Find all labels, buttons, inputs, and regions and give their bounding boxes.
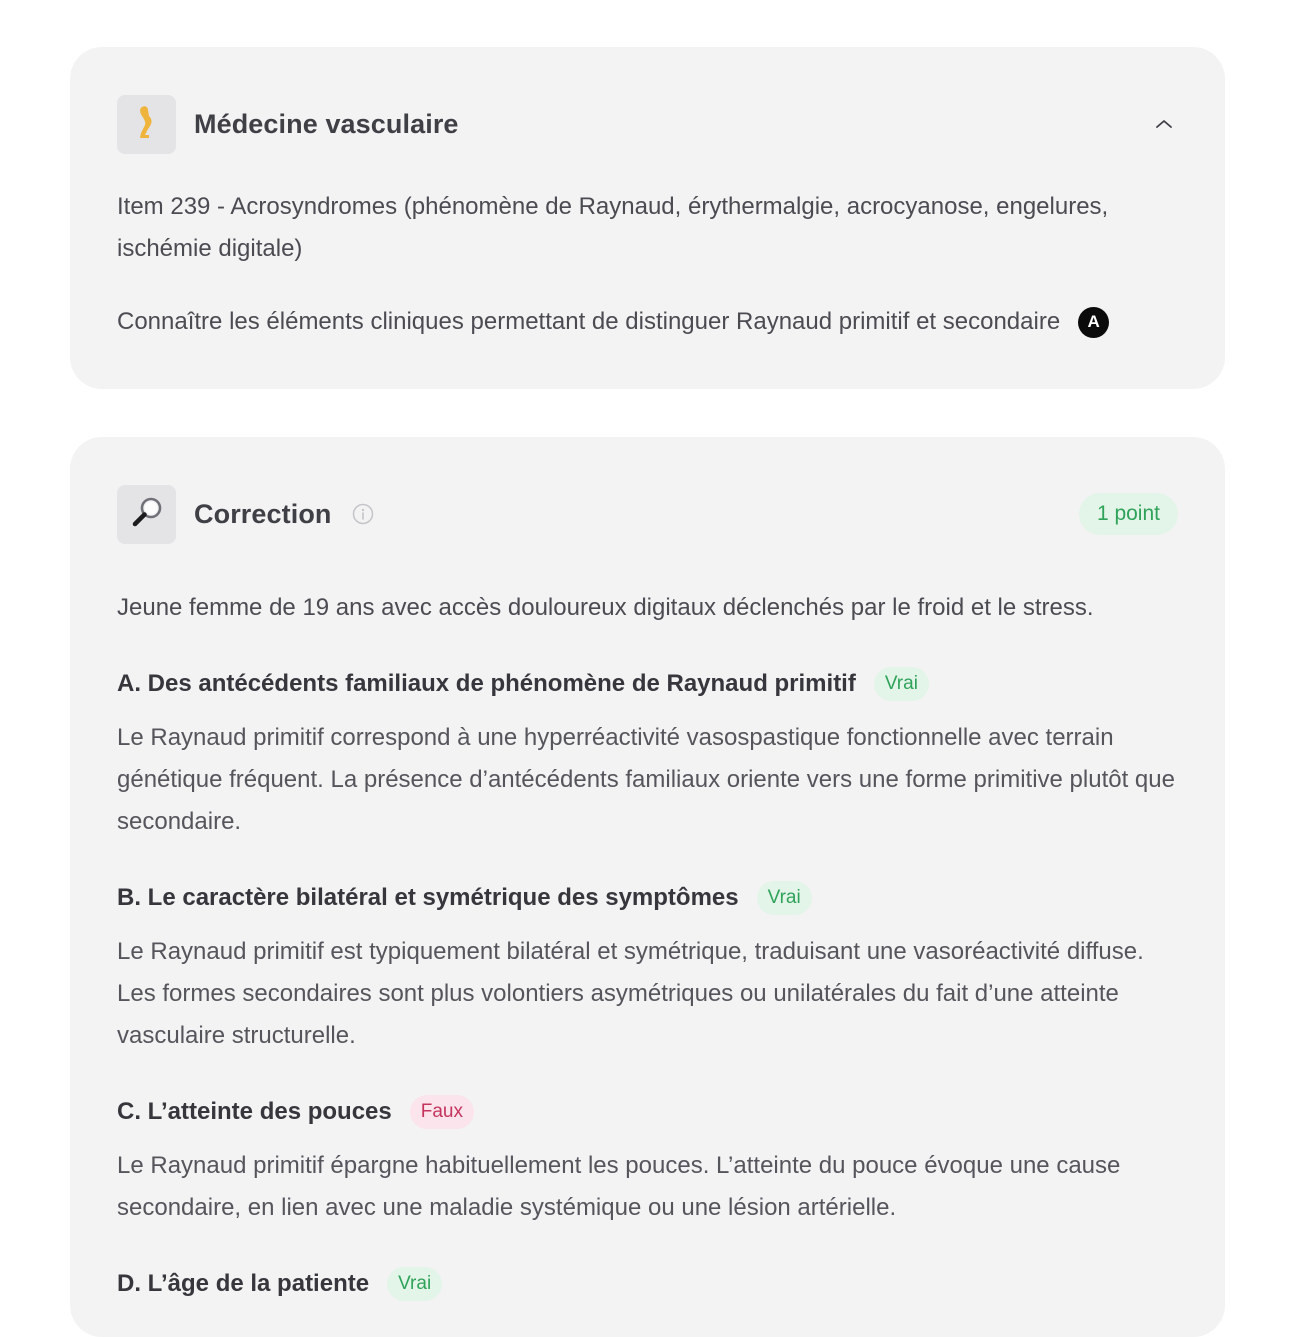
rank-badge: A [1078,307,1109,338]
learning-objective [117,301,1177,343]
objective-text: Connaître les éléments cliniques permettant de distinguer Raynaud primitif et secondaire [117,308,1061,335]
verdict-badge: Vrai [874,667,929,701]
question-c [117,1092,1177,1229]
verdict-badge: Vrai [757,881,812,915]
question-title: D. L’âge de la patiente [117,1270,370,1297]
info-icon[interactable] [351,502,375,526]
question-title: B. Le caractère bilatéral et symétrique des symptômes [117,884,739,911]
question-d [117,1264,1177,1304]
subject-card-header[interactable] [117,95,1177,153]
correction-card [70,437,1225,1337]
question-title: C. L’atteinte des pouces [117,1098,392,1125]
question-explanation: Le Raynaud primitif est typiquement bilatéral et symétrique, traduisant une vasoréactivité diffuse. Les formes secondaires sont plus volontiers asymétriques ou unilatérales du fait d’une atteinte vasculaire structurelle. [117,938,1144,1049]
subject-icon-box [117,95,176,154]
subject-title: Médecine vasculaire [194,108,459,139]
verdict-badge: Faux [410,1095,474,1129]
correction-title: Correction [194,498,332,529]
question-a [117,664,1177,843]
item-description: Item 239 - Acrosyndromes (phénomène de Raynaud, érythermalgie, acrocyanose, engelures, ischémie digitale) [117,193,1109,262]
leg-icon [136,105,158,144]
verdict-badge: Vrai [387,1267,442,1301]
question-b [117,878,1177,1057]
correction-icon-box [117,485,176,544]
question-explanation: Le Raynaud primitif épargne habituellement les pouces. L’atteinte du pouce évoque une cause secondaire, en lien avec une maladie systémique ou une lésion artérielle. [117,1152,1121,1221]
magnifier-icon [130,495,164,534]
subject-card [70,47,1225,389]
points-badge: 1 point [1079,493,1178,535]
correction-card-header [117,485,1177,543]
case-intro: Jeune femme de 19 ans avec accès douloureux digitaux déclenchés par le froid et le stress. [117,594,1094,621]
question-explanation: Le Raynaud primitif correspond à une hyperréactivité vasospastique fonctionnelle avec terrain génétique fréquent. La présence d’antécédents familiaux oriente vers une forme primitive plutôt que secondaire. [117,724,1175,835]
question-title: A. Des antécédents familiaux de phénomène de Raynaud primitif [117,670,856,697]
chevron-up-icon[interactable] [1150,110,1178,138]
